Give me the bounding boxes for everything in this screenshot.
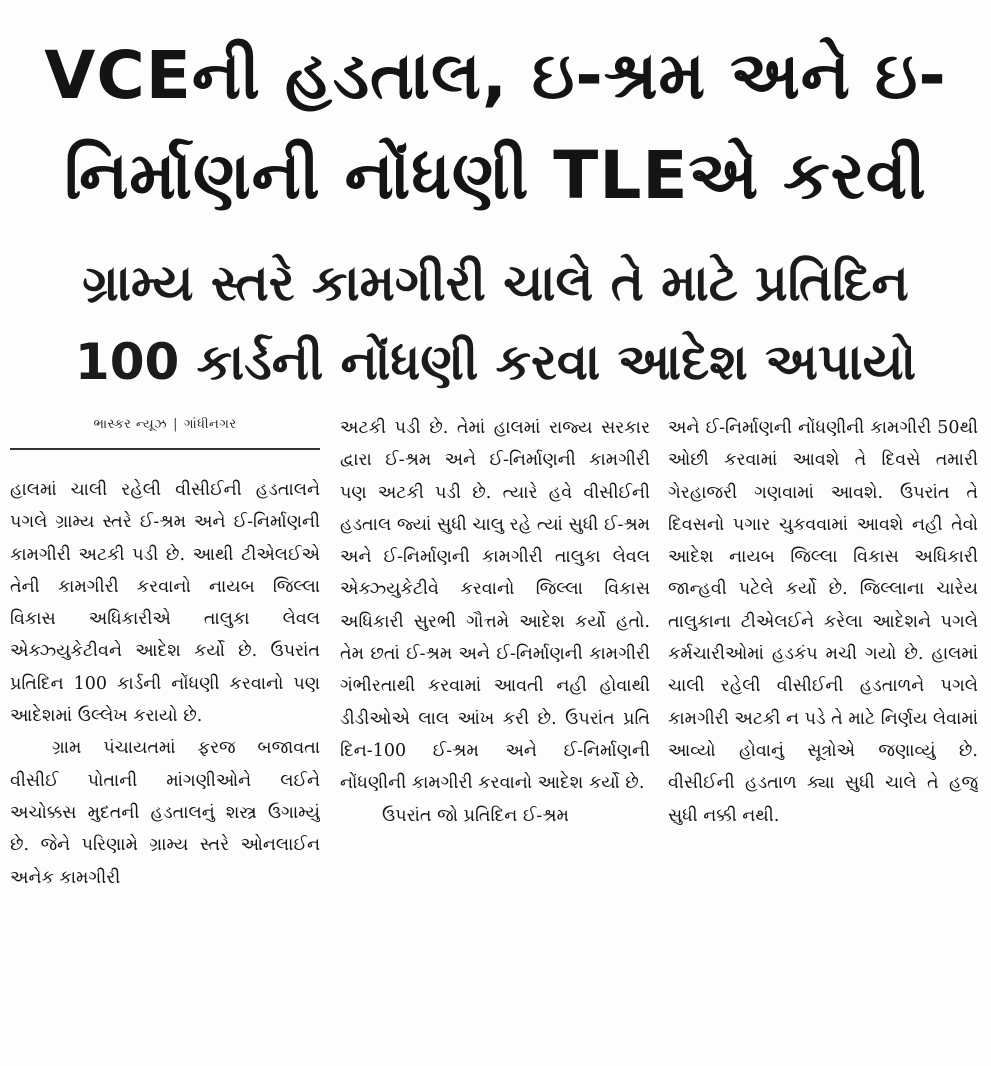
paragraph: હાલમાં ચાલી રહેલી વીસીઈની હડતાલને પગલે ગ્રામ્ય સ્તરે ઈ-શ્રમ અને ઈ-નિર્માણની કામગીરી અટકી પડી છે. આથી ટીએલઈએ તેની કામગીરી કરવાનો નાયબ જિલ્લા વિકાસ અધિકારીએ તાલુકા લેવલ એક્ઝ્યુકેટીવને આદેશ કર્યો છે. ઉપરાંત પ્રતિદિન 100 કાર્ડની નોંધણી કરવાનો પણ આદેશમાં ઉલ્લેખ કરાયો છે. xyxy=(10,480,320,727)
headline-line-2: નિર્માણની નોંધણી TLEએ કરવી xyxy=(64,137,927,214)
article-column-1 xyxy=(10,412,320,1052)
headline-line-1: VCEની હડતાલ, ઇ-શ્રમ અને ઇ- xyxy=(44,37,947,114)
article-column-3 xyxy=(668,412,978,1052)
paragraph: અટકી પડી છે. તેમાં હાલમાં રાજ્ય સરકાર દ્વારા ઈ-શ્રમ અને ઈ-નિર્માણની કામગીરી પણ અટકી પડી છે. ત્યારે હવે વીસીઈની હડતાલ જ્યાં સુધી ચાલુ રહે ત્યાં સુધી ઈ-શ્રમ અને ઈ-નિર્માણની કામગીરી તાલુકા લેવલ એક્ઝ્યુકેટીવે કરવાનો જિલ્લા વિકાસ અધિકારી સુરભી ગૌત્તમે આદેશ કર્યો હતો. તેમ છતાં ઈ-શ્રમ અને ઈ-નિર્માણની કામગીરી ગંભીરતાથી કરવામાં આવતી નહી હોવાથી ડીડીઓએ લાલ આંખ કરી છે. ઉપરાંત પ્રતિ દિન-100 ઈ-શ્રમ અને ઈ-નિર્માણની નોંધણીની કામગીરી કરવાનો આદેશ કર્યો છે. xyxy=(340,418,650,794)
subheadline-line-2: 100 કાર્ડની નોંધણી કરવા આદેશ અપાયો xyxy=(74,333,917,391)
paragraph: અને ઈ-નિર્માણની નોંધણીની કામગીરી 50થી ઓછી કરવામાં આવશે તે દિવસે તમારી ગેરહાજરી ગણવામાં આવશે. ઉપરાંત તે દિવસનો પગાર ચુકવવામાં આવશે નહી તેવો આદેશ નાયબ જિલ્લા વિકાસ અધિકારી જાન્હવી પટેલે કર્યો છે. જિલ્લાના ચારેય તાલુકાના ટીએલઈને કરેલા આદેશને પગલે કર્મચારીઓમાં હડકંપ મચી ગયો છે. હાલમાં ચાલી રહેલી વીસીઈની હડતાળને પગલે કામગીરી અટકી ન પડે તે માટે નિર્ણય લેવામાં આવ્યો હોવાનું સૂત્રોએ જણાવ્યું છે. વીસીઈની હડતાળ ક્યા સુધી ચાલે તે હજુ સુધી નક્કી નથી. xyxy=(668,418,978,826)
byline-divider xyxy=(10,448,320,450)
paragraph: ગ્રામ પંચાયતમાં ફરજ બજાવતા વીસીઈ પોતાની માંગણીઓને લઈને અચોક્કસ મુદતની હડતાલનું શસ્ત્ર ઉગામ્યું છે. જેને પરિણામે ગ્રામ્ય સ્તરે ઓનલાઈન અનેક કામગીરી xyxy=(10,738,320,888)
subheadline-line-1: ગ્રામ્ય સ્તરે કામગીરી ચાલે તે માટે પ્રતિદિન xyxy=(82,254,909,312)
paragraph: ઉપરાંત જો પ્રતિદિન ઈ-શ્રમ xyxy=(382,805,569,826)
byline-source: ભાસ્કર ન્યૂઝ xyxy=(93,417,168,432)
byline xyxy=(10,412,320,444)
byline-place: ગાંધીનગર xyxy=(183,417,237,432)
article-column-2 xyxy=(340,412,650,1052)
byline-separator: | xyxy=(173,417,178,432)
